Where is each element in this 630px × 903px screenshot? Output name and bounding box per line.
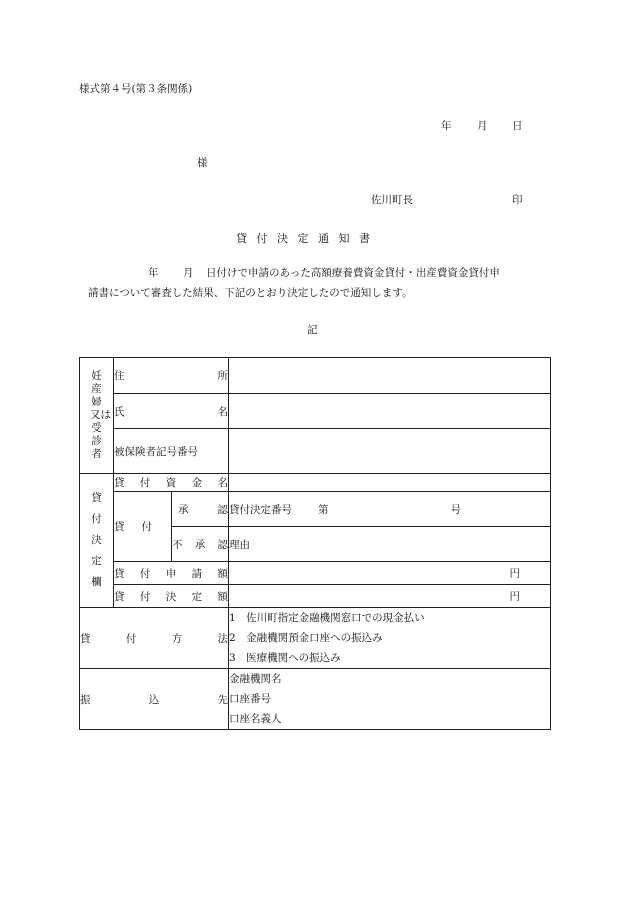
method-option[interactable]: 1 佐川町指定金融機関窓口での現金払い [229,612,425,624]
insured-number-label: 被保険者記号番号 [114,429,229,474]
date-day: 日 [512,120,523,132]
issuer-name: 佐川町長 [371,194,413,206]
apply-amount-label: 貸 付 申 請 額 [114,562,229,585]
body-year: 年 [148,267,159,279]
decided-amount-label: 貸 付 決 定 額 [114,585,229,608]
rejected-field[interactable]: 理由 [229,527,551,562]
account-number-field[interactable]: 口座番号 [229,693,271,705]
name-label: 氏 名 [114,394,229,429]
loan-decision-table [79,357,551,730]
form-number: 様式第４号(第３条関係) [79,83,193,95]
ki-heading: 記 [307,324,318,336]
body-line2: 請書について審査した結果、下記のとおり決定したので通知します。 [88,287,413,299]
group-decision-label: 貸 付 決 定 欄 [80,474,114,608]
account-holder-field[interactable]: 口座名義人 [229,713,282,725]
date-month: 月 [477,120,488,132]
address-field[interactable] [229,358,551,394]
loan-label: 貸 付 [114,492,172,562]
address-label: 住 所 [114,358,229,394]
bank-name-field[interactable]: 金融機関名 [229,673,282,685]
approved-label: 承 認 [172,492,229,527]
method-option[interactable]: 2 金融機関預金口座への振込み [229,632,383,644]
addressee-suffix: 様 [197,157,208,169]
group-applicant-label: 妊 産 婦 又は 受 診 者 [80,358,114,474]
decided-amount-field[interactable]: 円 [229,585,551,608]
insured-number-field[interactable] [229,429,551,474]
name-field[interactable] [229,394,551,429]
date-year: 年 [441,120,452,132]
loan-method-label: 貸 付 方 法 [80,608,229,669]
document-title: 貸付決定通知書 [236,232,380,245]
issuer-seal: 印 [512,194,523,206]
transfer-label: 振 込 先 [80,669,229,730]
rejected-label: 不 承 認 [172,527,229,562]
apply-amount-field[interactable]: 円 [229,562,551,585]
approved-field[interactable]: 貸付決定番号 第 号 [229,492,551,527]
loan-method-options[interactable] [229,608,551,669]
body-month: 月 [183,267,194,279]
fund-name-label: 貸 付 資 金 名 [114,474,229,492]
fund-name-field[interactable] [229,474,551,492]
transfer-fields[interactable] [229,669,551,730]
method-option[interactable]: 3 医療機関への振込み [229,652,341,664]
body-line1: 日付けで申請のあった高額療養費資金貸付・出産費資金貸付申 [206,267,500,279]
